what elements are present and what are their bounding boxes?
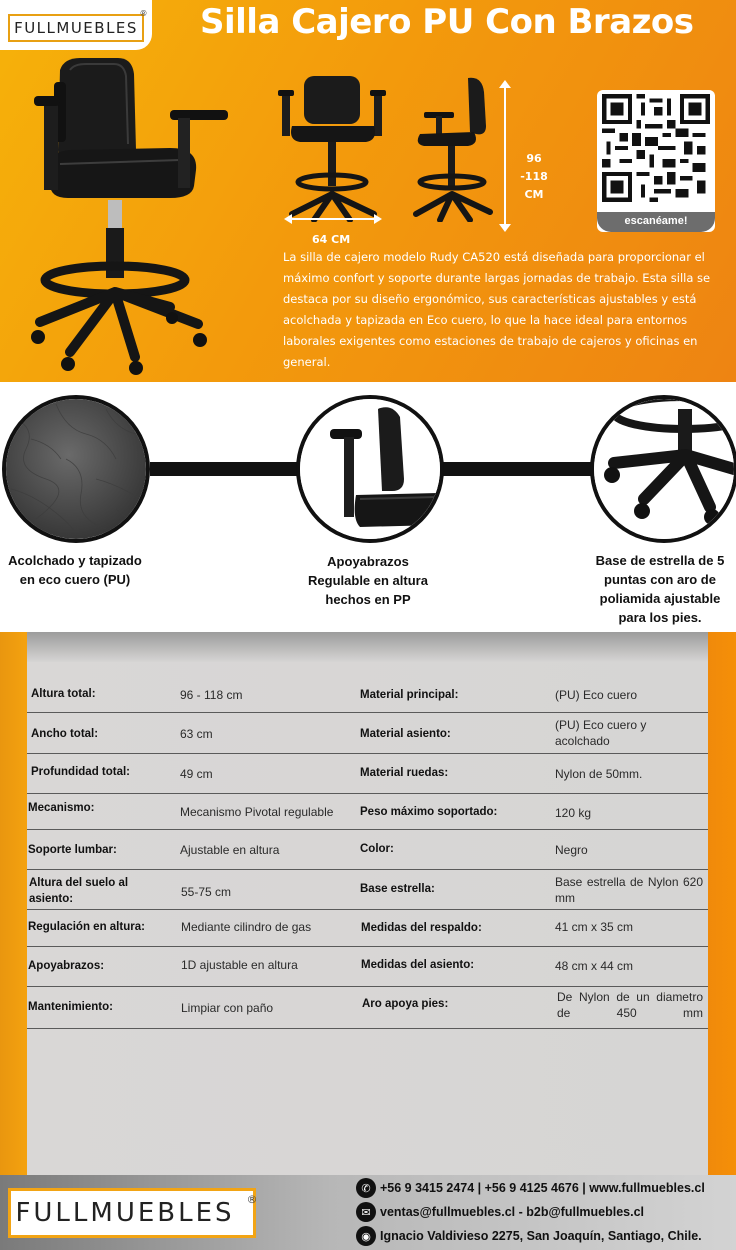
chair-front-view-image <box>278 74 388 222</box>
location-pin-icon: ◉ <box>356 1226 376 1246</box>
spec-value: 55-75 cm <box>181 885 232 899</box>
product-description: La silla de cajero modelo Rudy CA520 está diseñada para proporcionar el máximo confort y soporte durante largas jornadas de trabajo. Esta silla se destaca por su diseño ergonómico, sus características ajustables y está acolchada y tapizada en Eco cuero, lo que la hace ideal para entornos laborales exigentes como estaciones de trabajo de cajeros y oficinas en general. <box>283 250 711 369</box>
spec-key: Material principal: <box>360 689 459 701</box>
feature-label-line: poliamida ajustable <box>599 591 721 606</box>
spec-key: Regulación en altura: <box>28 921 145 933</box>
spec-key: Medidas del asiento: <box>361 959 475 971</box>
spec-key: Material ruedas: <box>360 767 449 779</box>
feature-circle-upholstery <box>2 395 150 543</box>
spec-row <box>27 870 708 910</box>
registered-mark: ® <box>139 9 149 18</box>
spec-value: Base estrella de Nylon 620 mm <box>555 875 703 905</box>
spec-key: Profundidad total: <box>31 766 131 778</box>
spec-key: Medidas del respaldo: <box>361 922 482 934</box>
spec-row <box>27 947 708 987</box>
spec-value: Limpiar con paño <box>181 1001 274 1015</box>
chair-side-view-image <box>410 74 500 222</box>
email-icon: ✉ <box>356 1202 376 1222</box>
spec-key: Peso máximo soportado: <box>360 806 498 818</box>
logo-text: FULLMUEBLES <box>14 19 138 37</box>
spec-value: Mecanismo Pivotal regulable <box>180 805 334 819</box>
footer-address-row[interactable] <box>356 1226 702 1246</box>
spec-value: 49 cm <box>180 767 213 781</box>
spec-key: Altura total: <box>31 688 96 700</box>
footer-logo[interactable] <box>8 1188 261 1238</box>
footer <box>0 1175 736 1250</box>
spec-value: Nylon de 50mm. <box>555 767 643 781</box>
feature-circle-base <box>590 395 736 543</box>
feature-label-upholstery <box>0 551 150 589</box>
spec-value: 120 kg <box>555 806 592 820</box>
footer-phone-row[interactable] <box>356 1178 705 1198</box>
spec-key: Material asiento: <box>360 728 451 740</box>
spec-key: Mecanismo: <box>28 802 95 814</box>
footer-logo-text: FULLMUEBLES <box>15 1198 235 1228</box>
spec-key: Color: <box>360 843 394 855</box>
spec-value: 1D ajustable en altura <box>181 958 298 972</box>
feature-label-line: Regulable en altura <box>308 573 428 588</box>
height-dimension-label <box>512 150 556 204</box>
feature-connector-left <box>150 462 300 476</box>
feature-label-line: para los pies. <box>618 610 702 625</box>
feature-label-line: en eco cuero (PU) <box>19 572 131 587</box>
hero-banner <box>0 0 736 382</box>
footer-email-text: ventas@fullmuebles.cl - b2b@fullmuebles.cl <box>380 1205 645 1219</box>
spec-row <box>27 910 708 947</box>
spec-value: Mediante cilindro de gas <box>181 920 312 934</box>
registered-mark: ® <box>246 1192 261 1206</box>
footer-email-row[interactable] <box>356 1202 644 1222</box>
armrest-detail-image <box>300 399 440 539</box>
qr-code-image <box>602 94 710 202</box>
chair-main-image <box>20 52 230 377</box>
spec-row <box>27 794 708 830</box>
spec-key: Aro apoya pies: <box>362 998 449 1010</box>
feature-label-line: hechos en PP <box>325 592 411 607</box>
feature-label-line: Apoyabrazos <box>327 554 409 569</box>
spec-value: 96 - 118 cm <box>180 688 243 702</box>
star-base-detail-image <box>594 399 734 539</box>
height-dimension-arrow <box>499 80 511 232</box>
width-dimension-arrow <box>284 214 382 224</box>
spec-key: Apoyabrazos: <box>28 960 105 972</box>
spec-key: Mantenimiento: <box>28 1001 113 1013</box>
spec-key: Base estrella: <box>360 883 435 895</box>
footer-phone-text: +56 9 3415 2474 | +56 9 4125 4676 | www.fullmuebles.cl <box>380 1181 705 1195</box>
spec-row <box>27 754 708 794</box>
spec-value: 41 cm x 35 cm <box>555 920 634 934</box>
feature-label-line: Acolchado y tapizado <box>8 553 142 568</box>
height-dimension-value: 96 -118 <box>520 152 548 183</box>
spec-value: (PU) Eco cuero <box>555 688 638 702</box>
qr-code-card[interactable] <box>597 90 715 232</box>
feature-label-armrest <box>290 552 446 609</box>
feature-label-base <box>586 551 734 627</box>
spec-key: Ancho total: <box>31 728 99 740</box>
spec-value: 48 cm x 44 cm <box>555 959 634 973</box>
header-logo[interactable] <box>0 0 152 50</box>
spec-value: 63 cm <box>180 727 213 741</box>
feature-circle-armrest <box>296 395 444 543</box>
spec-value: Negro <box>555 843 588 857</box>
specs-table-shade <box>27 632 708 662</box>
feature-connector-right <box>436 462 594 476</box>
feature-label-line: puntas con aro de <box>604 572 716 587</box>
spec-row <box>27 680 708 713</box>
footer-address-text: Ignacio Valdivieso 2275, San Joaquín, Santiago, Chile. <box>380 1229 702 1243</box>
spec-value: (PU) Eco cuero y acolchado <box>555 718 647 748</box>
qr-scan-label: escanéame! <box>597 212 715 232</box>
spec-value: De Nylon de un diametro de 450 mm <box>557 990 703 1020</box>
spec-key: Soporte lumbar: <box>28 844 117 856</box>
page-title: Silla Cajero PU Con Brazos <box>200 2 694 42</box>
feature-label-line: Base de estrella de 5 <box>595 553 725 568</box>
width-dimension-label: 64 CM <box>312 233 351 246</box>
phone-icon: ✆ <box>356 1178 376 1198</box>
specs-table <box>0 632 736 1175</box>
spec-key: Altura del suelo al asiento: <box>29 877 129 905</box>
height-dimension-unit: CM <box>524 188 544 201</box>
spec-row <box>27 830 708 870</box>
spec-row <box>27 987 708 1029</box>
spec-row <box>27 713 708 754</box>
spec-value: Ajustable en altura <box>180 843 280 857</box>
leather-texture-image <box>6 399 146 539</box>
